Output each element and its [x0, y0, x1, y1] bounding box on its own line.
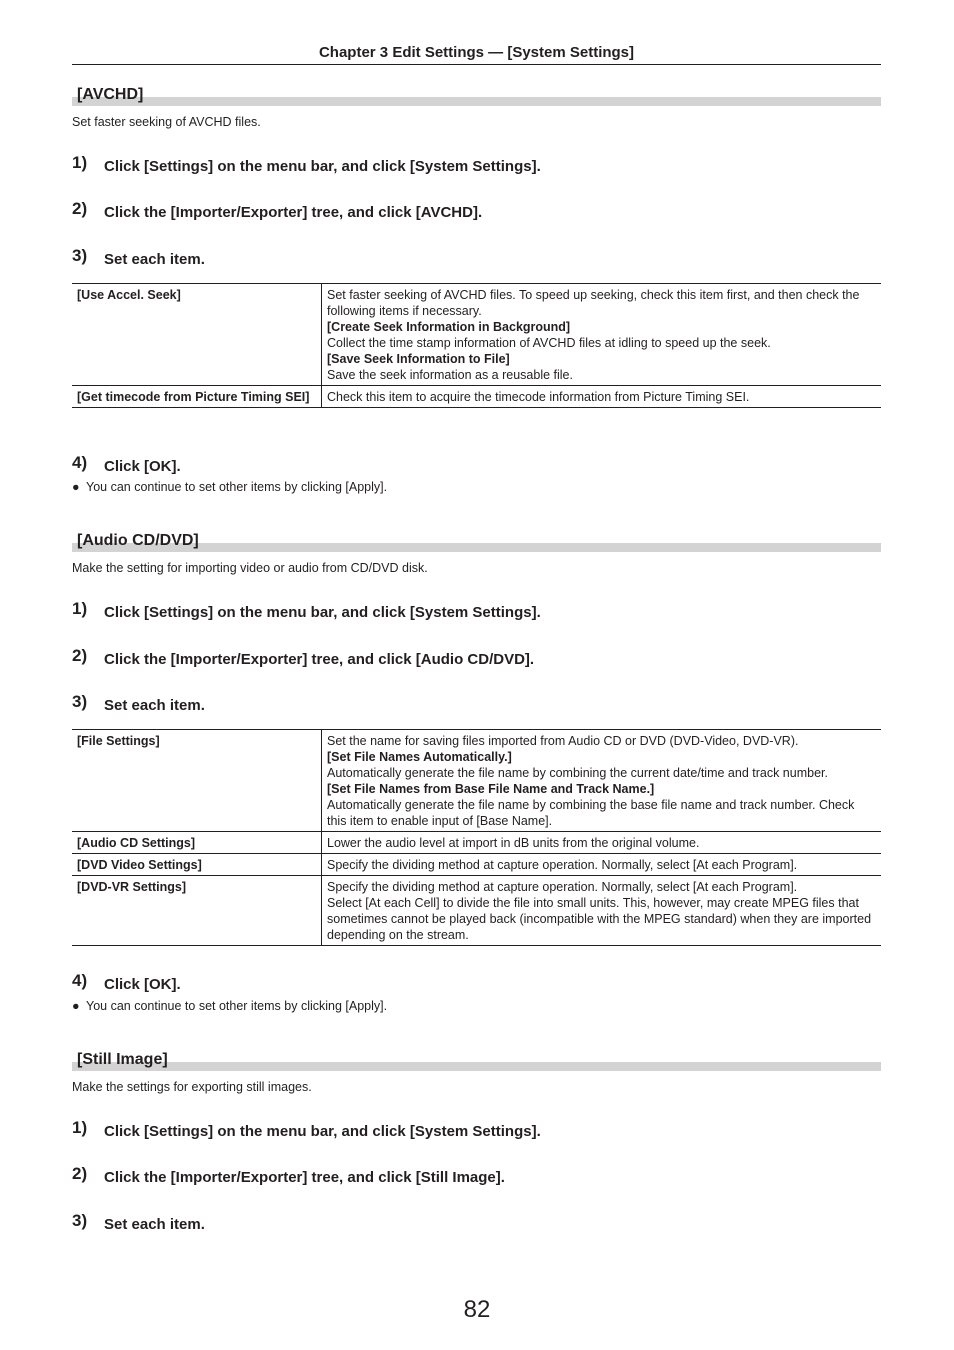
table-row: [72, 730, 881, 832]
section-title-still-image: [72, 1050, 881, 1071]
step-text: Click [Settings] on the menu bar, and click [System Settings].: [104, 604, 541, 621]
option-name: [Set File Names Automatically.]: [327, 750, 512, 764]
description-line: Set faster seeking of AVCHD files. To speed up seeking, check this item first, and then check the following items if necessary.: [327, 288, 860, 318]
setting-name: [DVD-VR Settings]: [72, 876, 322, 946]
setting-name: [Audio CD Settings]: [72, 832, 322, 854]
step-item: [72, 647, 881, 669]
section-title-bar: [72, 97, 881, 106]
setting-description: [322, 730, 882, 832]
step-text: Click the [Importer/Exporter] tree, and click [Still Image].: [104, 1169, 505, 1186]
table-row: [72, 832, 881, 854]
step-item: [72, 454, 881, 476]
step-number: 2): [72, 199, 88, 218]
description-line: Set the name for saving files imported from Audio CD or DVD (DVD-Video, DVD-VR).: [327, 734, 799, 748]
step-text: Set each item.: [104, 697, 205, 714]
setting-description: [322, 876, 882, 946]
settings-table-audio-cd-dvd: [72, 729, 881, 946]
note-item: [72, 999, 387, 1013]
section-intro: Make the setting for importing video or audio from CD/DVD disk.: [72, 561, 428, 575]
step-item: [72, 600, 881, 622]
step-item: [72, 693, 881, 715]
step-number: 2): [72, 1164, 88, 1183]
option-name: [Set File Names from Base File Name and Track Name.]: [327, 782, 655, 796]
table-row: [72, 854, 881, 876]
setting-name: [File Settings]: [72, 730, 322, 832]
note-text: You can continue to set other items by clicking [Apply].: [86, 999, 388, 1013]
note-text: You can continue to set other items by clicking [Apply].: [86, 480, 388, 494]
step-number: 3): [72, 246, 88, 265]
section-title-text: [AVCHD]: [77, 86, 144, 103]
step-item: [72, 1165, 881, 1187]
setting-name: [DVD Video Settings]: [72, 854, 322, 876]
description-line: Automatically generate the file name by combining the base file name and track number. Check this item to enable input of [Base Name].: [327, 798, 855, 828]
setting-description: [322, 386, 882, 408]
option-name: [Save Seek Information to File]: [327, 352, 510, 366]
description-line: Specify the dividing method at capture operation. Normally, select [At each Program].: [327, 880, 798, 894]
step-item: [72, 1212, 881, 1234]
setting-name: [Get timecode from Picture Timing SEI]: [72, 386, 322, 408]
description-line: Save the seek information as a reusable file.: [327, 368, 573, 382]
setting-description: [322, 284, 882, 386]
bullet-icon: ●: [72, 999, 80, 1013]
description-line: Collect the time stamp information of AVCHD files at idling to speed up the seek.: [327, 336, 771, 350]
section-title-text: [Still Image]: [77, 1051, 168, 1068]
section-title-avchd: [72, 85, 881, 106]
step-item: [72, 154, 881, 176]
step-item: [72, 972, 881, 994]
step-item: [72, 1119, 881, 1141]
step-number: 1): [72, 599, 88, 618]
table-row: [72, 284, 881, 386]
step-number: 1): [72, 1118, 88, 1137]
step-text: Click [OK].: [104, 976, 181, 993]
step-text: Click [Settings] on the menu bar, and click [System Settings].: [104, 158, 541, 175]
step-number: 3): [72, 692, 88, 711]
step-number: 1): [72, 153, 88, 172]
step-text: Set each item.: [104, 1216, 205, 1233]
section-intro: Set faster seeking of AVCHD files.: [72, 115, 261, 129]
step-text: Click the [Importer/Exporter] tree, and click [AVCHD].: [104, 204, 483, 221]
bullet-icon: ●: [72, 480, 80, 494]
note-item: [72, 480, 387, 494]
page-number: 82: [463, 1296, 491, 1323]
step-number: 3): [72, 1211, 88, 1230]
description-line: Automatically generate the file name by combining the current date/time and track number.: [327, 766, 828, 780]
step-item: [72, 247, 881, 269]
table-row: [72, 876, 881, 946]
description-line: Check this item to acquire the timecode information from Picture Timing SEI.: [327, 390, 750, 404]
table-row: [72, 386, 881, 408]
setting-name: [Use Accel. Seek]: [72, 284, 322, 386]
step-number: 4): [72, 453, 88, 472]
section-title-bar: [72, 1062, 881, 1071]
step-text: Click [Settings] on the menu bar, and click [System Settings].: [104, 1123, 541, 1140]
option-name: [Create Seek Information in Background]: [327, 320, 571, 334]
section-title-text: [Audio CD/DVD]: [77, 532, 199, 549]
settings-table-avchd: [72, 283, 881, 408]
chapter-header: Chapter 3 Edit Settings — [System Settings]: [72, 44, 881, 65]
step-number: 2): [72, 646, 88, 665]
section-intro: Make the settings for exporting still images.: [72, 1080, 312, 1094]
step-text: Click the [Importer/Exporter] tree, and click [Audio CD/DVD].: [104, 651, 535, 668]
description-line: Specify the dividing method at capture operation. Normally, select [At each Program].: [327, 858, 798, 872]
description-line: Lower the audio level at import in dB units from the original volume.: [327, 836, 700, 850]
setting-description: [322, 854, 882, 876]
step-text: Click [OK].: [104, 458, 181, 475]
description-line: Select [At each Cell] to divide the file into small units. This, however, may create MPEG files that sometimes cannot be played back (incompatible with the MPEG standard) when they are imported depending on the stream.: [327, 896, 872, 942]
step-text: Set each item.: [104, 251, 205, 268]
step-number: 4): [72, 971, 88, 990]
section-title-audio-cd-dvd: [72, 531, 881, 552]
setting-description: [322, 832, 882, 854]
step-item: [72, 200, 881, 222]
